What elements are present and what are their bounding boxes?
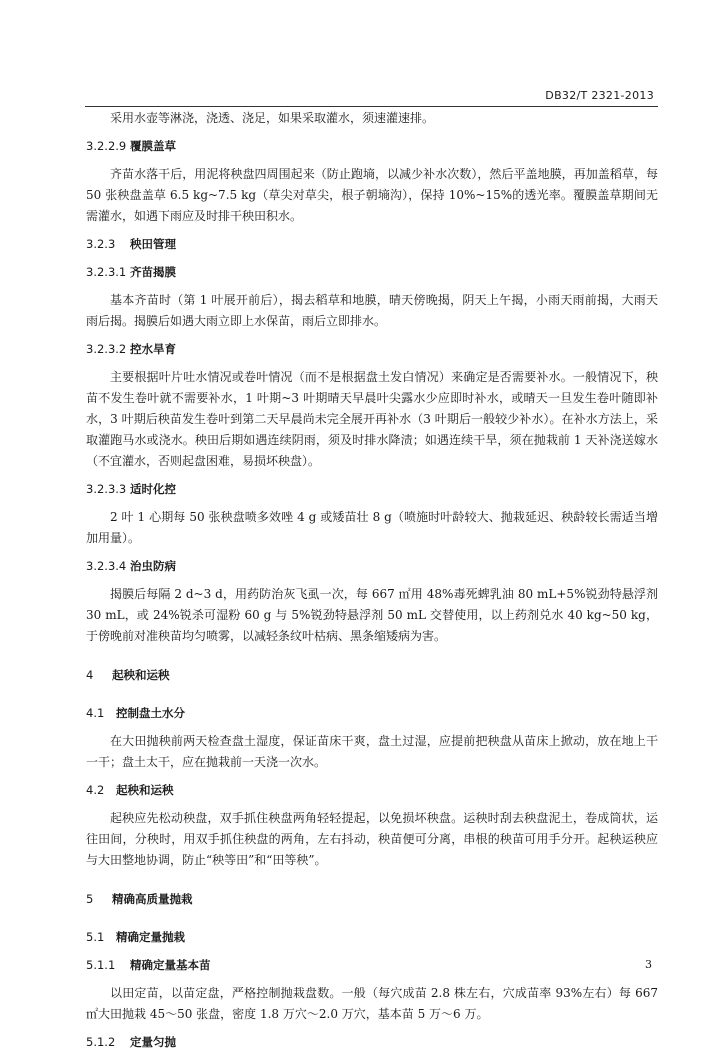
document-body xyxy=(86,108,658,1060)
section-heading xyxy=(86,665,658,685)
section-heading xyxy=(86,556,658,576)
section-title: 精确定量抛栽 xyxy=(116,930,185,944)
section-heading xyxy=(86,136,658,156)
section-title: 起秧和运秧 xyxy=(116,783,174,797)
section-title: 适时化控 xyxy=(130,482,176,496)
section-number: 3.2.3.2 xyxy=(86,342,127,356)
section-number: 3.2.3.1 xyxy=(86,265,127,279)
section-title: 齐苗揭膜 xyxy=(130,265,176,279)
header-rule xyxy=(85,106,658,107)
section-title: 覆膜盖草 xyxy=(130,139,176,153)
section-title: 治虫防病 xyxy=(130,559,176,573)
section-number: 5.1 xyxy=(86,930,105,944)
section-heading xyxy=(86,927,658,947)
section-heading xyxy=(86,479,658,499)
section-title: 起秧和运秧 xyxy=(112,668,170,682)
section-heading xyxy=(86,1032,658,1052)
section-heading xyxy=(86,262,658,282)
section-number: 4 xyxy=(86,668,94,682)
section-title: 定量匀抛 xyxy=(130,1035,176,1049)
paragraph: 采用水壶等淋浇，浇透、浇足，如果采取灌水，须速灌速排。 xyxy=(110,111,435,125)
section-heading xyxy=(86,889,658,909)
section-heading xyxy=(86,955,658,975)
section-heading xyxy=(86,234,658,254)
section-number: 5.1.2 xyxy=(86,1035,116,1049)
section-number: 5 xyxy=(86,892,94,906)
paragraph: 在大田抛秧前两天检查盘土湿度，保证苗床干爽，盘土过湿，应提前把秧盘从苗床上掀动，放在地上干一干；盘土太干，应在抛栽前一天浇一次水。 xyxy=(86,734,658,769)
section-title: 秧田管理 xyxy=(130,237,176,251)
paragraph: 以田定苗，以苗定盘，严格控制抛栽盘数。一般（每穴成苗 2.8 株左右，穴成苗率 93%左右）每 667 ㎡大田抛栽 45～50 张盘，密度 1.8 万穴～2.0 万穴，基本苗 5 万～6 万。 xyxy=(86,986,658,1021)
section-heading xyxy=(86,780,658,800)
section-number: 4.2 xyxy=(86,783,105,797)
section-number: 5.1.1 xyxy=(86,958,116,972)
section-number: 3.2.3 xyxy=(86,237,116,251)
paragraph: 主要根据叶片吐水情况或卷叶情况（而不是根据盘土发白情况）来确定是否需要补水。一般情况下，秧苗不发生卷叶就不需要补水，1 叶期~3 叶期晴天早晨叶尖露水少应即时补水，或晴天一旦发生卷叶随即补水，3 叶期后秧苗发生卷叶到第二天早晨尚未完全展开再补水（3 叶期后一般较少补水）。在补水方法上，采取灌跑马水或浇水。秧田后期如遇连续阴雨，须及时排水降渍；如遇连续干旱，须在抛栽前 1 天补浇送嫁水（不宜灌水，否则起盘困难，易损坏秧盘）。 xyxy=(86,370,658,468)
paragraph: 基本齐苗时（第 1 叶展开前后），揭去稻草和地膜，晴天傍晚揭，阴天上午揭，小雨天雨前揭，大雨天雨后揭。揭膜后如遇大雨立即上水保苗，雨后立即排水。 xyxy=(86,293,658,328)
section-number: 4.1 xyxy=(86,706,105,720)
page-number: 3 xyxy=(645,958,652,971)
section-number: 3.2.3.3 xyxy=(86,482,127,496)
document-code: DB32/T 2321-2013 xyxy=(545,89,654,102)
section-title: 精确高质量抛栽 xyxy=(112,892,193,906)
section-title: 控制盘土水分 xyxy=(116,706,185,720)
paragraph: 2 叶 1 心期每 50 张秧盘喷多效唑 4 g 或矮苗壮 8 g（喷施时叶龄较大、抛栽延迟、秧龄较长需适当增加用量）。 xyxy=(86,510,658,545)
paragraph: 揭膜后每隔 2 d~3 d，用药防治灰飞虱一次，每 667 ㎡用 48%毒死蜱乳油 80 mL+5%锐劲特悬浮剂 30 mL，或 24%锐杀可湿粉 60 g 与 5%锐劲特悬浮剂 50 mL 交替使用，以上药剂兑水 40 kg~50 kg，于傍晚前对准秧苗均匀喷雾，以减轻条纹叶枯病、黑条缩矮病为害。 xyxy=(86,587,658,643)
section-title: 精确定量基本苗 xyxy=(130,958,211,972)
section-heading xyxy=(86,339,658,359)
paragraph: 起秧应先松动秧盘，双手抓住秧盘两角轻轻提起，以免损坏秧盘。运秧时刮去秧盘泥土，卷成筒状，运往田间，分秧时，用双手抓住秧盘的两角，左右抖动，秧苗便可分离，串根的秧苗可用手分开。起秧运秧应与大田整地协调，防止“秧等田”和“田等秧”。 xyxy=(86,811,658,867)
section-number: 3.2.2.9 xyxy=(86,139,127,153)
section-number: 3.2.3.4 xyxy=(86,559,127,573)
section-title: 控水旱育 xyxy=(130,342,176,356)
paragraph: 齐苗水落干后，用泥将秧盘四周围起来（防止跑墒，以减少补水次数），然后平盖地膜，再加盖稻草，每 50 张秧盘盖草 6.5 kg~7.5 kg（草尖对草尖，根子朝墒沟），保持 10%~15%的透光率。覆膜盖草期间无需灌水，如遇下雨应及时排干秧田积水。 xyxy=(86,167,658,223)
section-heading xyxy=(86,703,658,723)
